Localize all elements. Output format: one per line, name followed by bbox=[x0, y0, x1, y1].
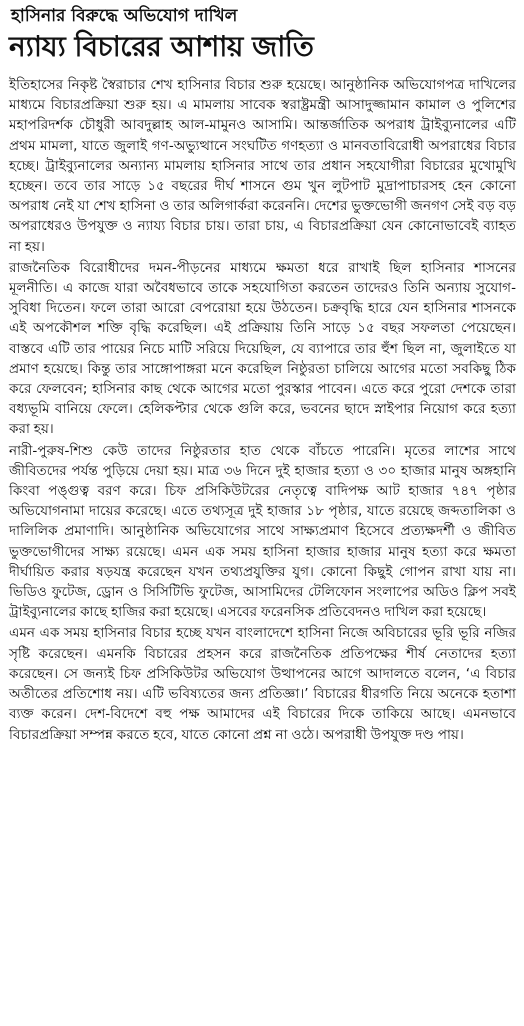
article-paragraph-1: ইতিহাসের নিকৃষ্ট স্বৈরাচার শেখ হাসিনার বিচার শুরু হয়েছে। আনুষ্ঠানিক অভিযোগপত্র দাখিলের মাধ্যমে বিচারপ্রক্রিয়া শুরু হয়। এ মামলায় সাবেক স্বরাষ্ট্রমন্ত্রী আসাদুজ্জামান কামাল ও পুলিশের মহাপরিদর্শক চৌধুরী আবদুল্লাহ আল-মামুনও আসামি। আন্তর্জাতিক অপরাধ ট্রাইব্যুনালের এটি প্রথম মামলা, যাতে জুলাই গণ-অভ্যুত্থানে সংঘটিত গণহত্যা ও মানবতাবিরোধী অপরাধের বিচার হচ্ছে। ট্রাইব্যুনালের অন্যান্য মামলায় হাসিনার সাথে তার প্রধান সহযোগীরা বিচারের মুখোমুখি হচ্ছেন। তবে তার সাড়ে ১৫ বছরের দীর্ঘ শাসনে গুম খুন লুটপাট মুদ্রাপাচারসহ হেন কোনো অপরাধ নেই যা শেখ হাসিনা ও তার অলিগার্করা করেননি। দেশের ভুক্তভোগী জনগণ সেই বড় বড় অপরাধেরও উপযুক্ত ও ন্যায্য বিচার চায়। তারা চায়, এ বিচারপ্রক্রিয়া যেন কোনোভাবেই ব্যাহত না হয়। bbox=[9, 77, 516, 255]
article-paragraph-2: রাজনৈতিক বিরোধীদের দমন-পীড়নের মাধ্যমে ক্ষমতা ধরে রাখাই ছিল হাসিনার শাসনের মূলনীতি। এ কাজে যারা অবৈধভাবে তাকে সহযোগিতা করতেন তাদেরও তিনি অন্যায় সুযোগ-সুবিধা দিতেন। ফলে তারা আরো বেপরোয়া হয়ে উঠতেন। চক্রবৃদ্ধি হারে যেন হাসিনার শাসনকে এই অপকৌশল শক্তি বৃদ্ধি করেছিল। এই প্রক্রিয়ায় তিনি সাড়ে ১৫ বছর সফলতা পেয়েছেন। বাস্তবে এটি তার পায়ের নিচে মাটি সরিয়ে দিয়েছিল, যে ব্যাপারে তার হুঁশ ছিল না, জুলাইতে যা প্রমাণ হয়েছে। কিন্তু তার সাঙ্গোপাঙ্গরা মনে করেছিল নিষ্ঠুরতা চালিয়ে আগের মতো সবকিছু ঠিক করে ফেলবেন; হাসিনার কাছ থেকে আগের মতো পুরস্কার পাবেন। এতে করে পুরো দেশকে তারা বধ্যভূমি বানিয়ে ফেলে। হেলিকপ্টার থেকে গুলি করে, ভবনের ছাদে স্নাইপার নিয়োগ করে হত্যা করা হয়। bbox=[9, 259, 516, 438]
article-paragraph-4: এমন এক সময় হাসিনার বিচার হচ্ছে যখন বাংলাদেশে হাসিনা নিজে অবিচারের ভূরি ভূরি নজির সৃষ্টি করেছেন। এমনকি বিচারের প্রহসন করে রাজনৈতিক প্রতিপক্ষের শীর্ষ নেতাদের হত্যা করেছেন। সে জন্যই চিফ প্রসিকিউটর অভিযোগ উত্থাপনের আগে আদালতে বলেন, ‘এ বিচার অতীতের প্রতিশোধ নয়। এটি ভবিষ্যতের জন্য প্রতিজ্ঞা।’ বিচারের ধীরগতি নিয়ে অনেকে হতাশা ব্যক্ত করেন। দেশ-বিদেশে বহু পক্ষ আমাদের এই বিচারের দিকে তাকিয়ে আছে। এমনভাবে বিচারপ্রক্রিয়া সম্পন্ন করতে হবে, যাতে কোনো প্রশ্ন না ওঠে। অপরাধী উপযুক্ত দণ্ড পায়। bbox=[9, 625, 516, 743]
article-headline: ন্যায্য বিচারের আশায় জাতি bbox=[9, 30, 314, 63]
article-paragraph-3: নারী-পুরুষ-শিশু কেউ তাদের নিষ্ঠুরতার হাত থেকে বাঁচতে পারেনি। মৃতের লাশের সাথে জীবিতদের পর্যন্ত পুড়িয়ে দেয়া হয়। মাত্র ৩৬ দিনে দুই হাজার হত্যা ও ৩০ হাজার মানুষ অঙ্গহানি কিংবা পঙ্গুত্ব বরণ করে। চিফ প্রসিকিউটরের নেতৃত্বে বাদিপক্ষ আট হাজার ৭৪৭ পৃষ্ঠার অভিযোগনামা দায়ের করেছে। এতে তথ্যসূত্র দুই হাজার ১৮ পৃষ্ঠার, যাতে রয়েছে জব্দতালিকা ও দালিলিক প্রমাণাদি। আনুষ্ঠানিক অভিযোগের সাথে সাক্ষ্যপ্রমাণ হিসেবে প্রত্যক্ষদর্শী ও জীবিত ভুক্তভোগীদের সাক্ষ্য রয়েছে। এমন এক সময় হাসিনা হাজার হাজার মানুষ হত্যা করে ক্ষমতা দীর্ঘায়িত করার ষড়যন্ত্র করেছেন যখন তথ্যপ্রযুক্তির যুগ। কোনো কিছুই গোপন রাখা যায় না। ভিডিও ফুটেজ, ড্রোন ও সিসিটিভি ফুটেজ, আসামিদের টেলিফোন সংলাপের অডিও ক্লিপ সবই ট্রাইব্যুনালের কাছে হাজির করা হয়েছে। এসবের ফরেনসিক প্রতিবেদনও দাখিল করা হয়েছে। bbox=[9, 442, 516, 621]
article-kicker: হাসিনার বিরুদ্ধে অভিযোগ দাখিল bbox=[11, 6, 238, 26]
